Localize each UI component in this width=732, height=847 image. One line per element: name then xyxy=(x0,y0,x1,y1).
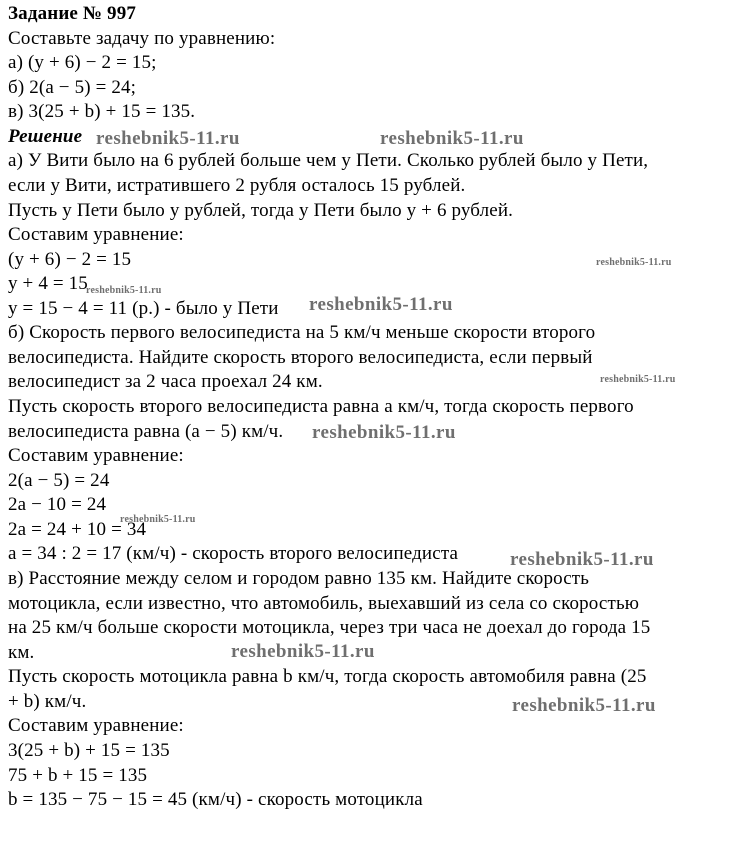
part-b-line-6: Составим уравнение: xyxy=(8,445,184,466)
part-a-line-3: Пусть у Пети было y рублей, тогда у Пети было y + 6 рублей. xyxy=(8,200,514,221)
watermark: reshebnik5-11.ru xyxy=(231,641,375,662)
part-a-line-6: y + 4 = 15 xyxy=(8,273,88,294)
part-b-line-10: a = 34 : 2 = 17 (км/ч) - скорость второго велосипедиста xyxy=(8,543,459,564)
part-b-line-4: Пусть скорость второго велосипедиста равна a км/ч, тогда скорость первого xyxy=(8,396,634,417)
task-equation-a: а) (y + 6) − 2 = 15; xyxy=(8,52,157,73)
watermark: reshebnik5-11.ru xyxy=(120,514,196,525)
task-equation-c: в) 3(25 + b) + 15 = 135. xyxy=(8,101,196,122)
part-c-line-6: + b) км/ч. xyxy=(8,691,87,712)
solution-heading: Решение xyxy=(8,126,83,147)
part-c-line-1: в) Расстояние между селом и городом равно 135 км. Найдите скорость xyxy=(8,568,590,589)
part-c-line-5: Пусть скорость мотоцикла равна b км/ч, тогда скорость автомобиля равна (25 xyxy=(8,666,647,687)
part-c-line-8: 3(25 + b) + 15 = 135 xyxy=(8,740,170,761)
watermark: reshebnik5-11.ru xyxy=(312,422,456,443)
part-a-line-2: если у Вити, истратившего 2 рубля осталось 15 рублей. xyxy=(8,175,466,196)
task-equation-b: б) 2(a − 5) = 24; xyxy=(8,77,137,98)
part-b-line-9: 2a = 24 + 10 = 34 xyxy=(8,519,147,540)
part-c-line-10: b = 135 − 75 − 15 = 45 (км/ч) - скорость мотоцикла xyxy=(8,789,423,810)
part-a-line-7: y = 15 − 4 = 11 (р.) - было у Пети xyxy=(8,298,279,319)
part-a-line-4: Составим уравнение: xyxy=(8,224,184,245)
watermark: reshebnik5-11.ru xyxy=(512,695,656,716)
part-b-line-3: велосипедист за 2 часа проехал 24 км. xyxy=(8,371,323,392)
task-prompt: Составьте задачу по уравнению: xyxy=(8,28,276,49)
part-c-line-2: мотоцикла, если известно, что автомобиль, выехавший из села со скоростью xyxy=(8,593,640,614)
watermark: reshebnik5-11.ru xyxy=(309,294,453,315)
part-a-line-1: а) У Вити было на 6 рублей больше чем у Пети. Сколько рублей было у Пети, xyxy=(8,150,649,171)
part-c-line-9: 75 + b + 15 = 135 xyxy=(8,765,148,786)
watermark: reshebnik5-11.ru xyxy=(86,285,162,296)
watermark: reshebnik5-11.ru xyxy=(596,257,672,268)
part-b-line-7: 2(a − 5) = 24 xyxy=(8,470,110,491)
part-b-line-8: 2a − 10 = 24 xyxy=(8,494,107,515)
part-c-line-4: км. xyxy=(8,642,35,663)
part-b-line-2: велосипедиста. Найдите скорость второго велосипедиста, если первый xyxy=(8,347,593,368)
part-a-line-5: (y + 6) − 2 = 15 xyxy=(8,249,132,270)
part-c-line-3: на 25 км/ч больше скорости мотоцикла, через три часа не доехал до города 15 xyxy=(8,617,651,638)
watermark: reshebnik5-11.ru xyxy=(600,374,676,385)
page-title: Задание № 997 xyxy=(8,3,137,24)
watermark: reshebnik5-11.ru xyxy=(510,549,654,570)
watermark: reshebnik5-11.ru xyxy=(380,128,524,149)
part-c-line-7: Составим уравнение: xyxy=(8,715,184,736)
part-b-line-5: велосипедиста равна (a − 5) км/ч. xyxy=(8,421,284,442)
watermark: reshebnik5-11.ru xyxy=(96,128,240,149)
part-b-line-1: б) Скорость первого велосипедиста на 5 км/ч меньше скорости второго xyxy=(8,322,596,343)
